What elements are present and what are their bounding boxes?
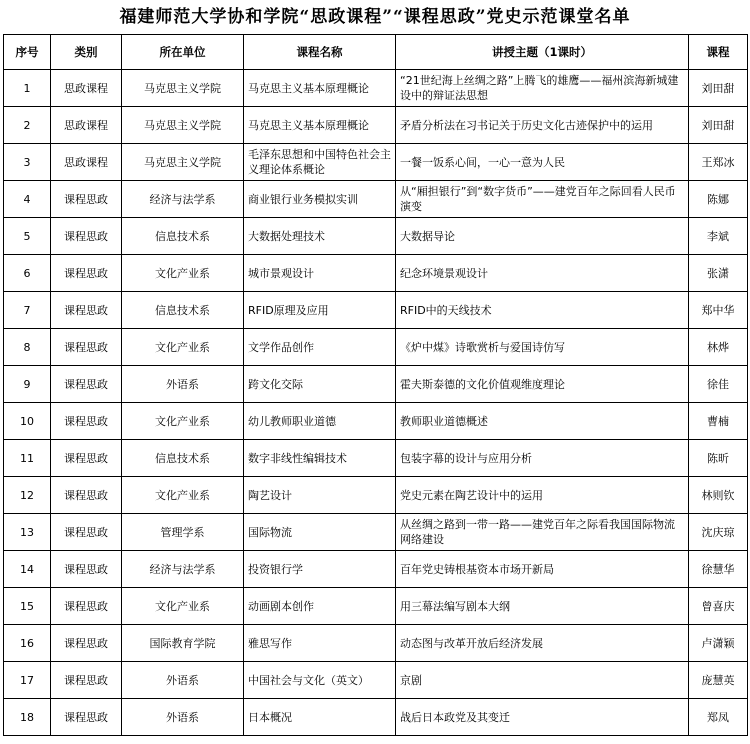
row-teacher: 曹楠 (689, 403, 748, 440)
row-course-name: 毛泽东思想和中国特色社会主义理论体系概论 (244, 144, 396, 181)
row-unit: 文化产业系 (122, 477, 244, 514)
row-course-name: 陶艺设计 (244, 477, 396, 514)
header-unit: 所在单位 (122, 35, 244, 70)
row-unit: 外语系 (122, 699, 244, 736)
row-unit: 马克思主义学院 (122, 144, 244, 181)
table-row (4, 70, 748, 107)
row-course-name: 文学作品创作 (244, 329, 396, 366)
row-course-name: 马克思主义基本原理概论 (244, 70, 396, 107)
row-course-name: 商业银行业务模拟实训 (244, 181, 396, 218)
row-unit: 信息技术系 (122, 218, 244, 255)
table-row (4, 292, 748, 329)
header-category: 类别 (51, 35, 122, 70)
table-row (4, 255, 748, 292)
row-topic: 教师职业道德概述 (396, 403, 689, 440)
row-topic: 霍夫斯泰德的文化价值观维度理论 (396, 366, 689, 403)
table-row (4, 551, 748, 588)
row-index: 15 (4, 588, 51, 625)
row-topic: 党史元素在陶艺设计中的运用 (396, 477, 689, 514)
row-index: 17 (4, 662, 51, 699)
row-topic: 动态图与改革开放后经济发展 (396, 625, 689, 662)
row-teacher: 郑中华 (689, 292, 748, 329)
row-category: 课程思政 (51, 625, 122, 662)
row-index: 5 (4, 218, 51, 255)
row-unit: 文化产业系 (122, 588, 244, 625)
header-topic: 讲授主题（1课时） (396, 35, 689, 70)
row-topic: 纪念环境景观设计 (396, 255, 689, 292)
row-course-name: 动画剧本创作 (244, 588, 396, 625)
row-topic: “21世纪海上丝绸之路”上腾飞的雄鹰——福州滨海新城建设中的辩证法思想 (396, 70, 689, 107)
row-teacher: 张潇 (689, 255, 748, 292)
row-teacher: 陈娜 (689, 181, 748, 218)
row-category: 课程思政 (51, 329, 122, 366)
row-teacher: 刘田甜 (689, 107, 748, 144)
row-unit: 外语系 (122, 366, 244, 403)
row-topic: 用三幕法编写剧本大纲 (396, 588, 689, 625)
row-category: 课程思政 (51, 292, 122, 329)
row-unit: 经济与法学系 (122, 181, 244, 218)
page-title: 福建师范大学协和学院“思政课程”“课程思政”党史示范课堂名单 (119, 7, 631, 27)
row-course-name: 跨文化交际 (244, 366, 396, 403)
row-topic: 百年党史铸根基资本市场开新局 (396, 551, 689, 588)
row-course-name: 雅思写作 (244, 625, 396, 662)
row-unit: 信息技术系 (122, 292, 244, 329)
row-unit: 马克思主义学院 (122, 70, 244, 107)
row-unit: 外语系 (122, 662, 244, 699)
row-unit: 经济与法学系 (122, 551, 244, 588)
table-row (4, 366, 748, 403)
row-category: 课程思政 (51, 551, 122, 588)
row-teacher: 徐慧华 (689, 551, 748, 588)
row-index: 16 (4, 625, 51, 662)
row-teacher: 陈昕 (689, 440, 748, 477)
row-teacher: 徐佳 (689, 366, 748, 403)
row-index: 3 (4, 144, 51, 181)
row-course-name: 投资银行学 (244, 551, 396, 588)
row-category: 课程思政 (51, 588, 122, 625)
table-row (4, 144, 748, 181)
table-row (4, 440, 748, 477)
row-teacher: 刘田甜 (689, 70, 748, 107)
row-unit: 管理学系 (122, 514, 244, 551)
row-topic: RFID中的天线技术 (396, 292, 689, 329)
row-teacher: 沈庆琼 (689, 514, 748, 551)
row-index: 13 (4, 514, 51, 551)
row-topic: 一餐一饭系心间，一心一意为人民 (396, 144, 689, 181)
row-teacher: 郑凤 (689, 699, 748, 736)
row-category: 课程思政 (51, 514, 122, 551)
row-course-name: 幼儿教师职业道德 (244, 403, 396, 440)
table-row (4, 588, 748, 625)
table-row (4, 181, 748, 218)
row-category: 课程思政 (51, 699, 122, 736)
row-topic: 京剧 (396, 662, 689, 699)
row-unit: 马克思主义学院 (122, 107, 244, 144)
row-category: 课程思政 (51, 662, 122, 699)
row-unit: 文化产业系 (122, 329, 244, 366)
row-category: 思政课程 (51, 107, 122, 144)
row-index: 2 (4, 107, 51, 144)
row-category: 课程思政 (51, 255, 122, 292)
table-row (4, 514, 748, 551)
row-course-name: 大数据处理技术 (244, 218, 396, 255)
row-teacher: 林烨 (689, 329, 748, 366)
row-course-name: 中国社会与文化（英文） (244, 662, 396, 699)
row-index: 14 (4, 551, 51, 588)
row-category: 课程思政 (51, 477, 122, 514)
table-row (4, 699, 748, 736)
row-index: 9 (4, 366, 51, 403)
table-row (4, 218, 748, 255)
row-teacher: 卢潇颖 (689, 625, 748, 662)
row-category: 课程思政 (51, 403, 122, 440)
row-category: 课程思政 (51, 440, 122, 477)
row-category: 课程思政 (51, 218, 122, 255)
row-teacher: 王郑冰 (689, 144, 748, 181)
row-index: 1 (4, 70, 51, 107)
row-unit: 文化产业系 (122, 255, 244, 292)
header-index: 序号 (4, 35, 51, 70)
table-row (4, 662, 748, 699)
row-course-name: 国际物流 (244, 514, 396, 551)
row-teacher: 曾喜庆 (689, 588, 748, 625)
table-header-row (4, 35, 748, 70)
row-topic: 《炉中煤》诗歌赏析与爱国诗仿写 (396, 329, 689, 366)
row-course-name: 城市景观设计 (244, 255, 396, 292)
row-topic: 从丝绸之路到一带一路——建党百年之际看我国国际物流网络建设 (396, 514, 689, 551)
row-teacher: 林则钦 (689, 477, 748, 514)
row-topic: 包装字幕的设计与应用分析 (396, 440, 689, 477)
table-row (4, 107, 748, 144)
row-topic: 矛盾分析法在习书记关于历史文化古迹保护中的运用 (396, 107, 689, 144)
row-index: 6 (4, 255, 51, 292)
table-row (4, 625, 748, 662)
row-index: 11 (4, 440, 51, 477)
row-category: 思政课程 (51, 144, 122, 181)
row-index: 18 (4, 699, 51, 736)
row-unit: 文化产业系 (122, 403, 244, 440)
row-index: 12 (4, 477, 51, 514)
row-course-name: 马克思主义基本原理概论 (244, 107, 396, 144)
row-category: 思政课程 (51, 70, 122, 107)
header-course-name: 课程名称 (244, 35, 396, 70)
row-category: 课程思政 (51, 181, 122, 218)
row-course-name: 数字非线性编辑技术 (244, 440, 396, 477)
row-index: 4 (4, 181, 51, 218)
row-index: 8 (4, 329, 51, 366)
row-teacher: 李斌 (689, 218, 748, 255)
table-row (4, 329, 748, 366)
row-topic: 大数据导论 (396, 218, 689, 255)
row-unit: 国际教育学院 (122, 625, 244, 662)
row-index: 10 (4, 403, 51, 440)
row-course-name: 日本概况 (244, 699, 396, 736)
row-teacher: 庞慧英 (689, 662, 748, 699)
row-index: 7 (4, 292, 51, 329)
row-unit: 信息技术系 (122, 440, 244, 477)
row-topic: 战后日本政党及其变迁 (396, 699, 689, 736)
row-category: 课程思政 (51, 366, 122, 403)
course-list-table (3, 34, 748, 736)
row-course-name: RFID原理及应用 (244, 292, 396, 329)
row-topic: 从“厢担银行”到“数字货币”——建党百年之际回看人民币演变 (396, 181, 689, 218)
header-teacher: 课程 (689, 35, 748, 70)
table-row (4, 477, 748, 514)
table-row (4, 403, 748, 440)
